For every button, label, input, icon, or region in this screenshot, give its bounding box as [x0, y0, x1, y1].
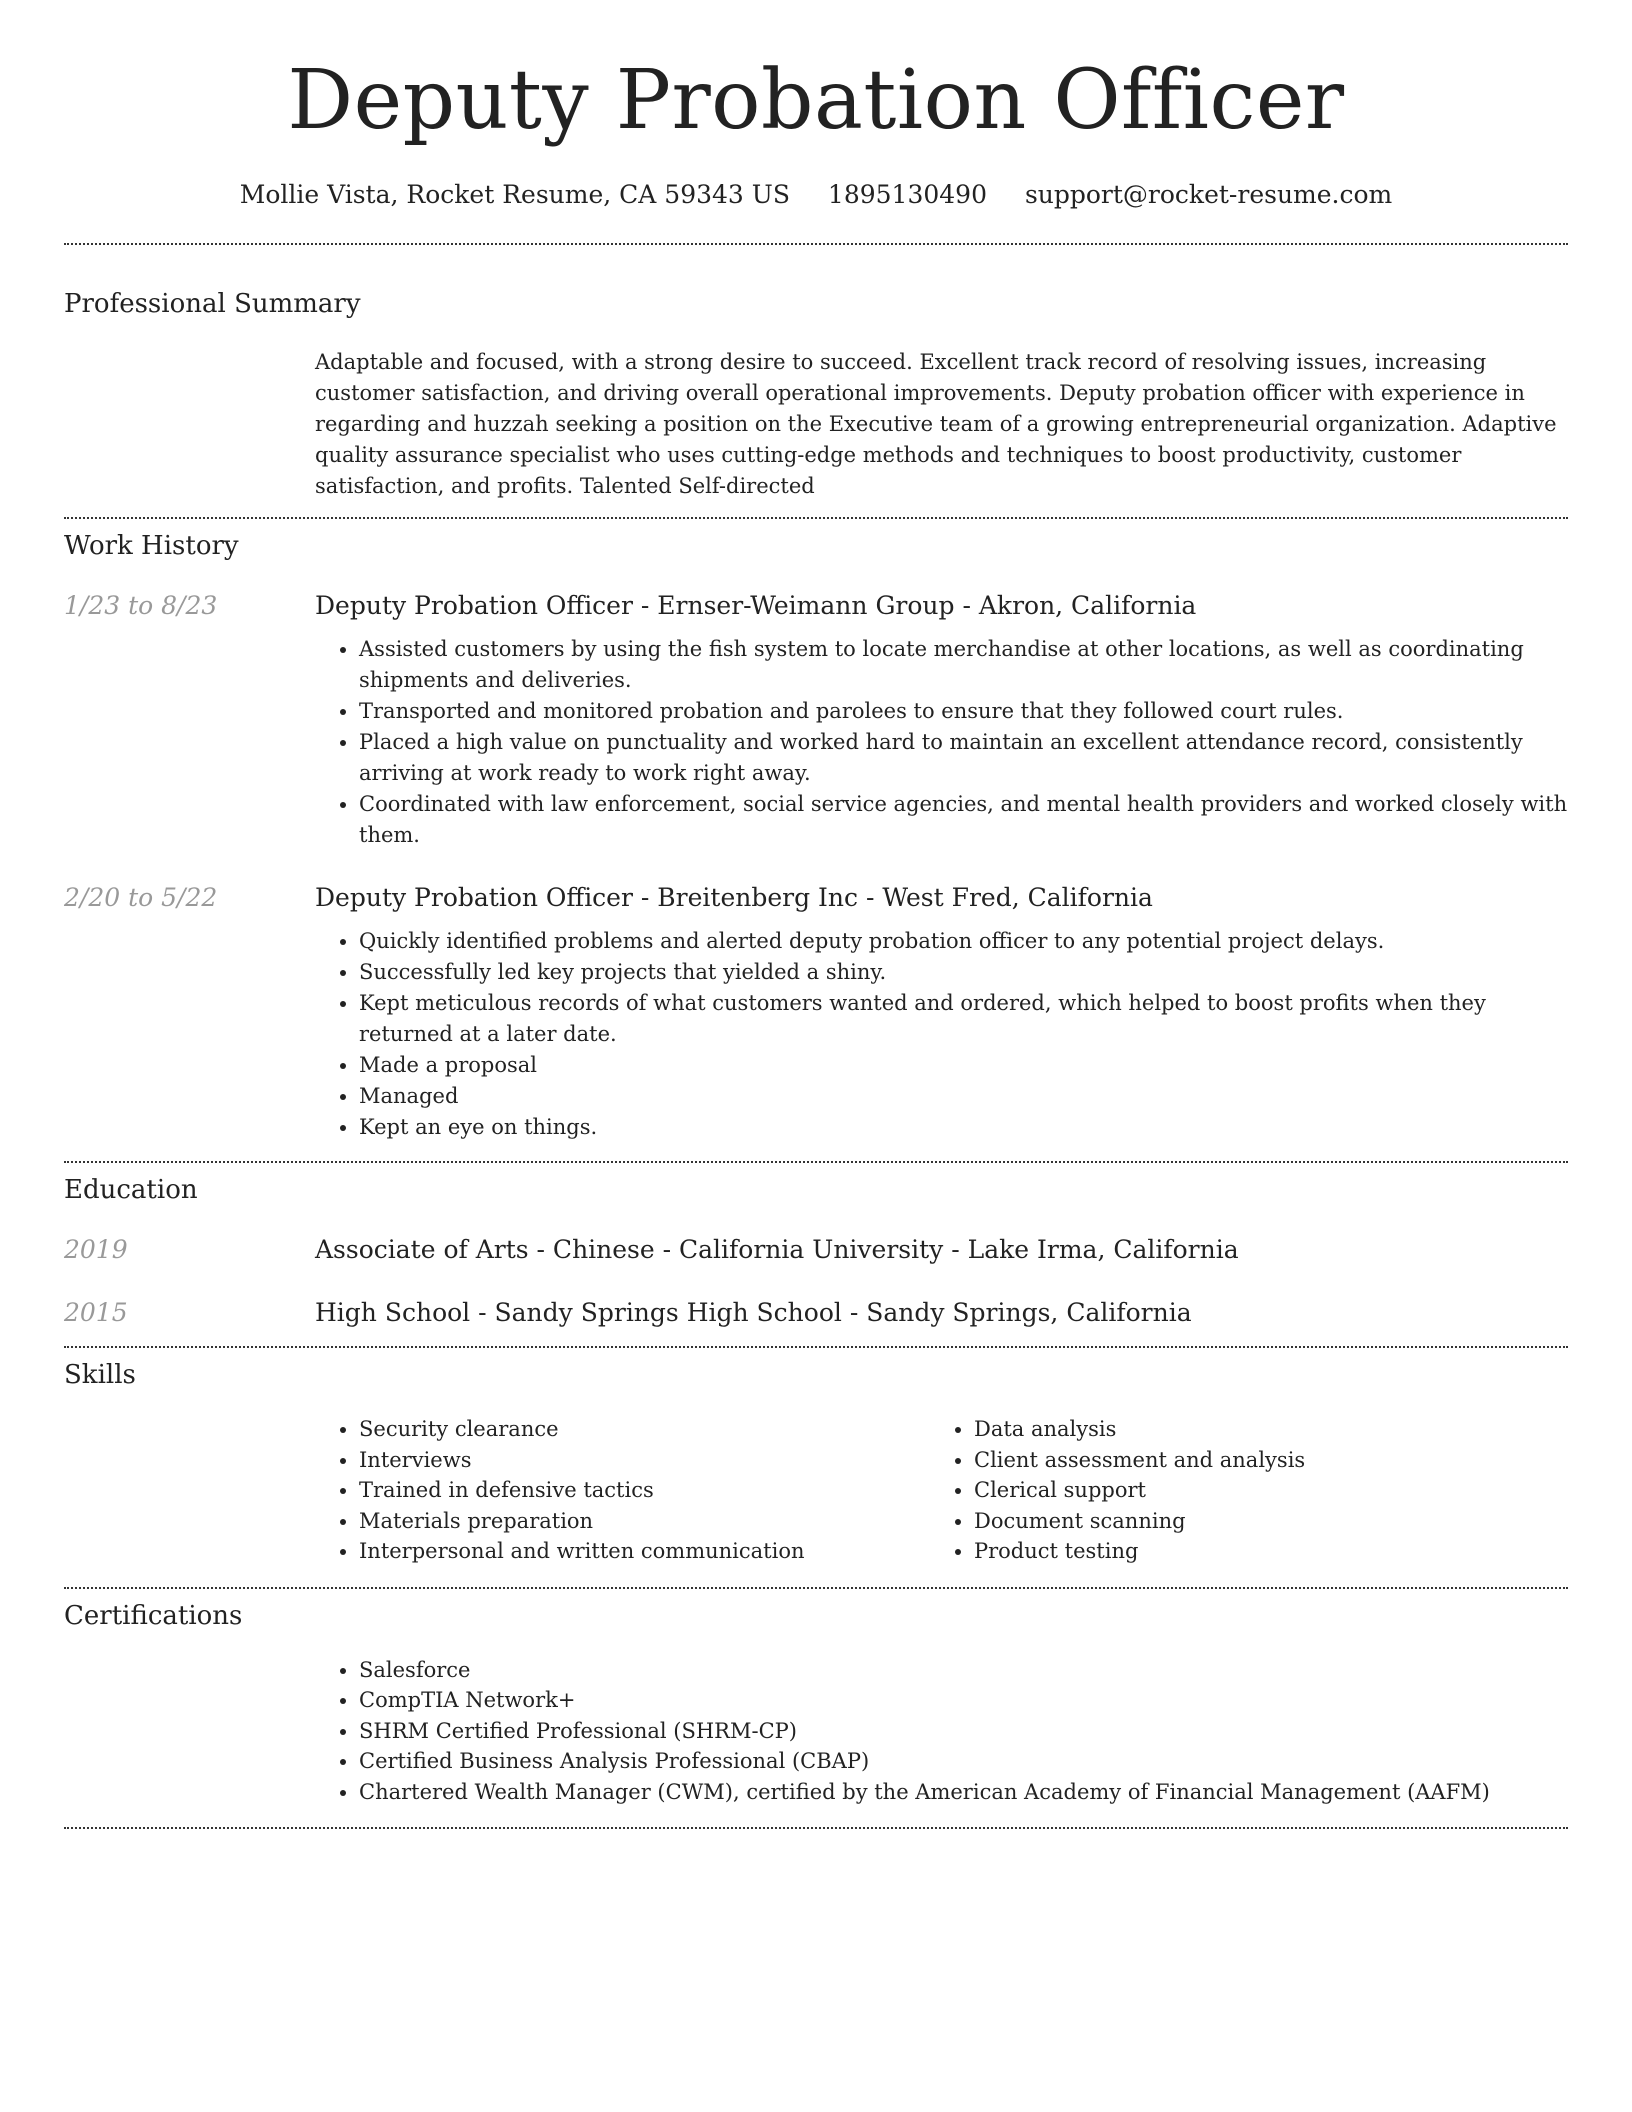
education-heading [315, 1298, 1568, 1327]
job-heading [315, 883, 1568, 912]
list-item: • Interviews [359, 1445, 930, 1476]
list-item: • Salesforce [359, 1655, 1490, 1686]
divider [64, 517, 1568, 519]
skills-list [315, 1414, 930, 1567]
divider [64, 1587, 1568, 1589]
list-item: • Placed a high value on punctuality and worked hard to maintain an excellent attendance record, consistently arriving at work ready to work right away. [359, 727, 1568, 789]
list-item: • Transported and monitored probation and parolees to ensure that they followed court rules. [359, 696, 1568, 727]
resume-name: Deputy Probation Officer [287, 53, 1345, 148]
education-entry [64, 1298, 1568, 1327]
list-item: • Quickly identified problems and alerted deputy probation officer to any potential project delays. [359, 926, 1568, 957]
job-date: 2/20 to 5/22 [64, 883, 218, 913]
job-entry [64, 883, 1568, 1143]
list-item: • SHRM Certified Professional (SHRM-CP) [359, 1716, 1490, 1747]
skills-column-left [315, 1414, 930, 1567]
job-role: Deputy Probation Officer [315, 591, 633, 621]
skills-list [930, 1414, 1545, 1567]
job-heading [315, 591, 1568, 620]
list-item: • Assisted customers by using the fish system to locate merchandise at other locations, as well as coordinating shipments and deliveries. [359, 634, 1568, 696]
list-item: • CompTIA Network+ [359, 1685, 1490, 1716]
list-item: • Certified Business Analysis Professional (CBAP) [359, 1746, 1490, 1777]
divider [64, 243, 1568, 245]
job-main [315, 591, 1568, 851]
list-item: • Data analysis [974, 1414, 1545, 1445]
job-main [315, 883, 1568, 1143]
education-heading [315, 1235, 1568, 1264]
list-item: • Document scanning [974, 1506, 1545, 1537]
list-item: • Kept an eye on things. [359, 1112, 1568, 1143]
list-item: • Trained in defensive tactics [359, 1475, 930, 1506]
list-item: • Coordinated with law enforcement, social service agencies, and mental health providers and worked closely with them. [359, 789, 1568, 851]
list-item: • Client assessment and analysis [974, 1445, 1545, 1476]
certifications-list [315, 1655, 1490, 1808]
section-title-certifications: Certifications [64, 1600, 243, 1631]
divider [64, 1161, 1568, 1163]
section-title-work: Work History [64, 531, 239, 562]
section-title-summary: Professional Summary [64, 289, 361, 320]
job-date: 1/23 to 8/23 [64, 591, 218, 621]
list-item: • Managed [359, 1081, 1568, 1112]
job-bullets [315, 634, 1568, 851]
list-item: • Successfully led key projects that yielded a shiny. [359, 957, 1568, 988]
list-item: • Security clearance [359, 1414, 930, 1445]
list-item: • Chartered Wealth Manager (CWM), certified by the American Academy of Financial Management (AAFM) [359, 1777, 1490, 1808]
job-details: - Breitenberg Inc - West Fred, California [632, 883, 1153, 913]
list-item: • Materials preparation [359, 1506, 930, 1537]
skills-grid [315, 1414, 1568, 1567]
job-bullets [315, 926, 1568, 1143]
list-item: • Clerical support [974, 1475, 1545, 1506]
education-degree: High School [315, 1298, 471, 1328]
education-details: - Chinese - California University - Lake Irma, California [528, 1235, 1239, 1265]
certifications-block [315, 1655, 1568, 1808]
job-details: - Ernser-Weimann Group - Akron, California [632, 591, 1197, 621]
summary-text: Adaptable and focused, with a strong desire to succeed. Excellent track record of resolving issues, increasing customer satisfaction, and driving overall operational improvements. Deputy probation officer with experience in regarding and huzzah seeking a position on the Executive team of a growing entrepreneurial organization. Adaptive quality assurance specialist who uses cutting-edge methods and techniques to boost productivity, customer satisfaction, and profits. Talented Self-directed [315, 350, 1557, 499]
education-date: 2019 [64, 1235, 128, 1265]
list-item: • Interpersonal and written communication [359, 1536, 930, 1567]
divider [64, 1346, 1568, 1348]
list-item: • Product testing [974, 1536, 1545, 1567]
section-title-skills: Skills [64, 1360, 136, 1391]
education-degree: Associate of Arts [315, 1235, 529, 1265]
list-item: • Kept meticulous records of what customers wanted and ordered, which helped to boost profits when they returned at a later date. [359, 988, 1568, 1050]
education-date: 2015 [64, 1298, 128, 1328]
job-entry [64, 591, 1568, 851]
contact-phone: 1895130490 [827, 180, 987, 210]
list-item: • Made a proposal [359, 1050, 1568, 1081]
contact-email: support@rocket-resume.com [1024, 180, 1393, 210]
section-title-education: Education [64, 1175, 198, 1206]
education-entry [64, 1235, 1568, 1264]
education-details: - Sandy Springs High School - Sandy Springs, California [470, 1298, 1192, 1328]
job-role: Deputy Probation Officer [315, 883, 633, 913]
contact-line [64, 180, 1568, 209]
contact-address: Mollie Vista, Rocket Resume, CA 59343 US [239, 180, 790, 210]
divider [64, 1827, 1568, 1829]
skills-column-right [930, 1414, 1545, 1567]
